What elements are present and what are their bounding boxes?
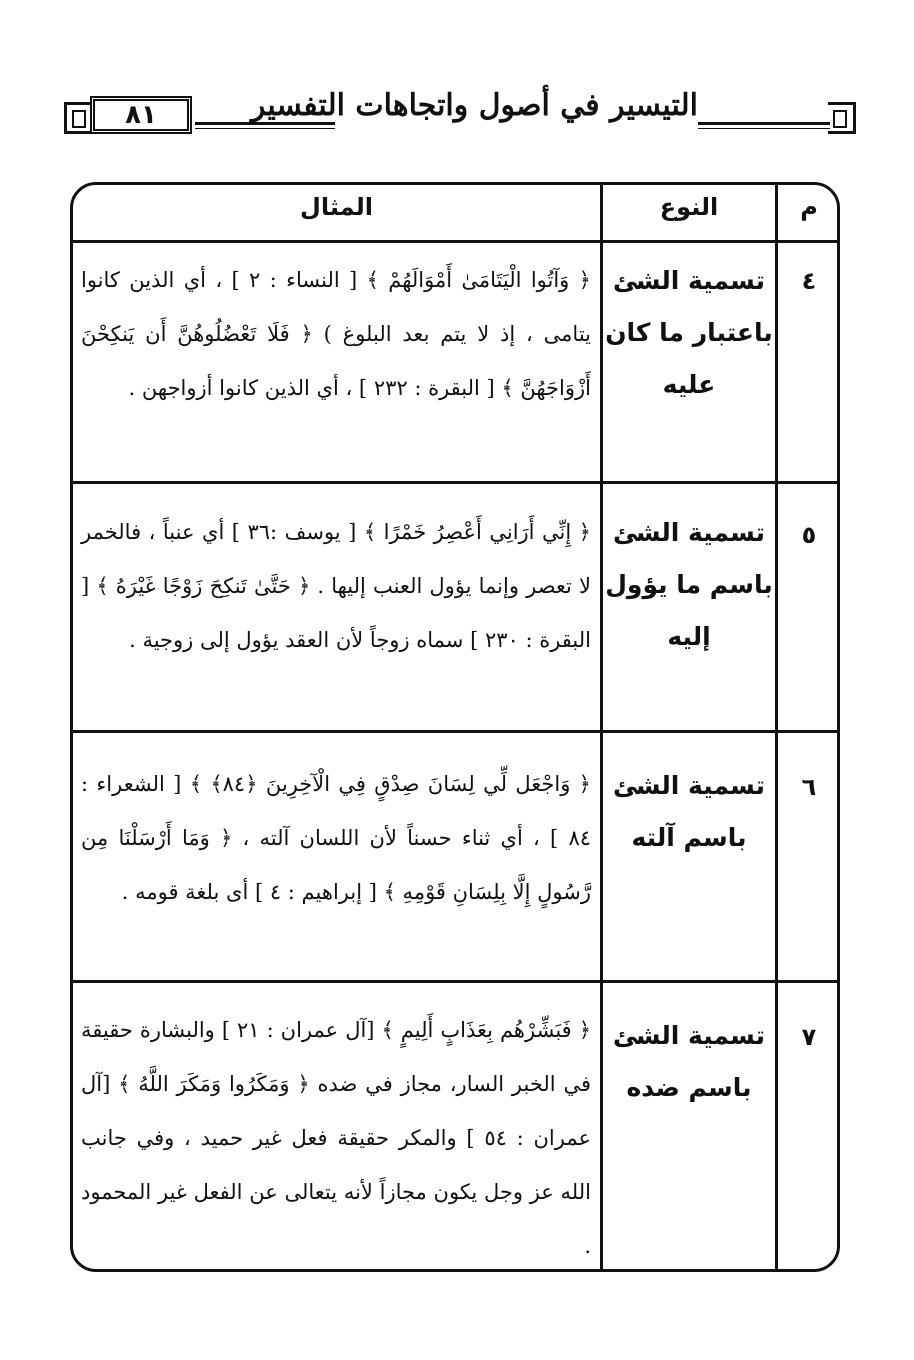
header-rule [195,122,335,129]
row-example: ﴿ إِنِّي أَرَانِي أَعْصِرُ خَمْرًا ﴾ [ يوسف :٣٦ ] أي عنباً ، فالخمر لا تعصر وإنما يؤول العنب إليها . ﴿ حَتَّىٰ تَنكِحَ زَوْجًا غَيْرَهُ ﴾ [ البقرة : ٢٣٠ ] سماه زوجاً لأن العقد يؤول إلى زوجية . [81,520,591,652]
row-type: تسمية الشئ باسم آلته [613,771,765,852]
row-divider [73,240,837,243]
row-number: ٤ [801,267,817,295]
header-number: م [800,193,818,221]
header-type: النوع [659,193,719,221]
page-number: ٨١ [90,96,192,134]
page-header [50,80,840,150]
row-type: تسمية الشئ باعتبار ما كان عليه [605,266,773,399]
row-type: تسمية الشئ باسم ضده [613,1021,765,1102]
corner-ornament-icon [828,102,856,134]
row-number: ٧ [801,1023,817,1051]
row-example: ﴿ وَاجْعَل لِّي لِسَانَ صِدْقٍ فِي الْآخِرِينَ ﴿٨٤﴾ ﴾ [ الشعراء : ٨٤ ] ، أي ثناء حسناً لأن اللسان آلته ، ﴿ وَمَا أَرْسَلْنَا مِن رَّسُولٍ إِلَّا بِلِسَانِ قَوْمِهِ ﴾ [ إبراهيم : ٤ ] أى بلغة قومه . [81,772,591,904]
row-example: ﴿ فَبَشِّرْهُم بِعَذَابٍ أَلِيمٍ ﴾ [آل عمران : ٢١ ] والبشارة حقيقة في الخبر السار، مجاز في ضده ﴿ وَمَكَرُوا وَمَكَرَ اللَّهُ ﴾ [آل عمران : ٥٤ ] والمكر حقيقة فعل غير حميد ، وفي جانب الله عز وجل يكون مجازاً لأنه يتعالى عن الفعل غير المحمود . [81,1018,592,1258]
row-divider [73,730,837,733]
header-example: المثال [300,193,373,221]
row-type: تسمية الشئ باسم ما يؤول إليه [605,518,773,651]
header-rule [698,122,830,129]
row-number: ٦ [801,773,817,801]
corner-ornament-icon [64,102,92,134]
metonymy-table [70,182,840,1272]
column-divider [775,185,778,1269]
book-title: التيسير في أصول واتجاهات التفسير [250,88,698,123]
row-divider [73,481,837,484]
row-divider [73,980,837,983]
row-example: ﴿ وَآتُوا الْيَتَامَىٰ أَمْوَالَهُمْ ﴾ [ النساء : ٢ ] ، أي الذين كانوا يتامى ، إذ لا يتم بعد البلوغ ) ﴿ فَلَا تَعْضُلُوهُنَّ أَن يَنكِحْنَ أَزْوَاجَهُنَّ ﴾ [ البقرة : ٢٣٢ ] ، أي الذين كانوا أزواجهن . [81,268,591,400]
row-number: ٥ [801,521,817,549]
